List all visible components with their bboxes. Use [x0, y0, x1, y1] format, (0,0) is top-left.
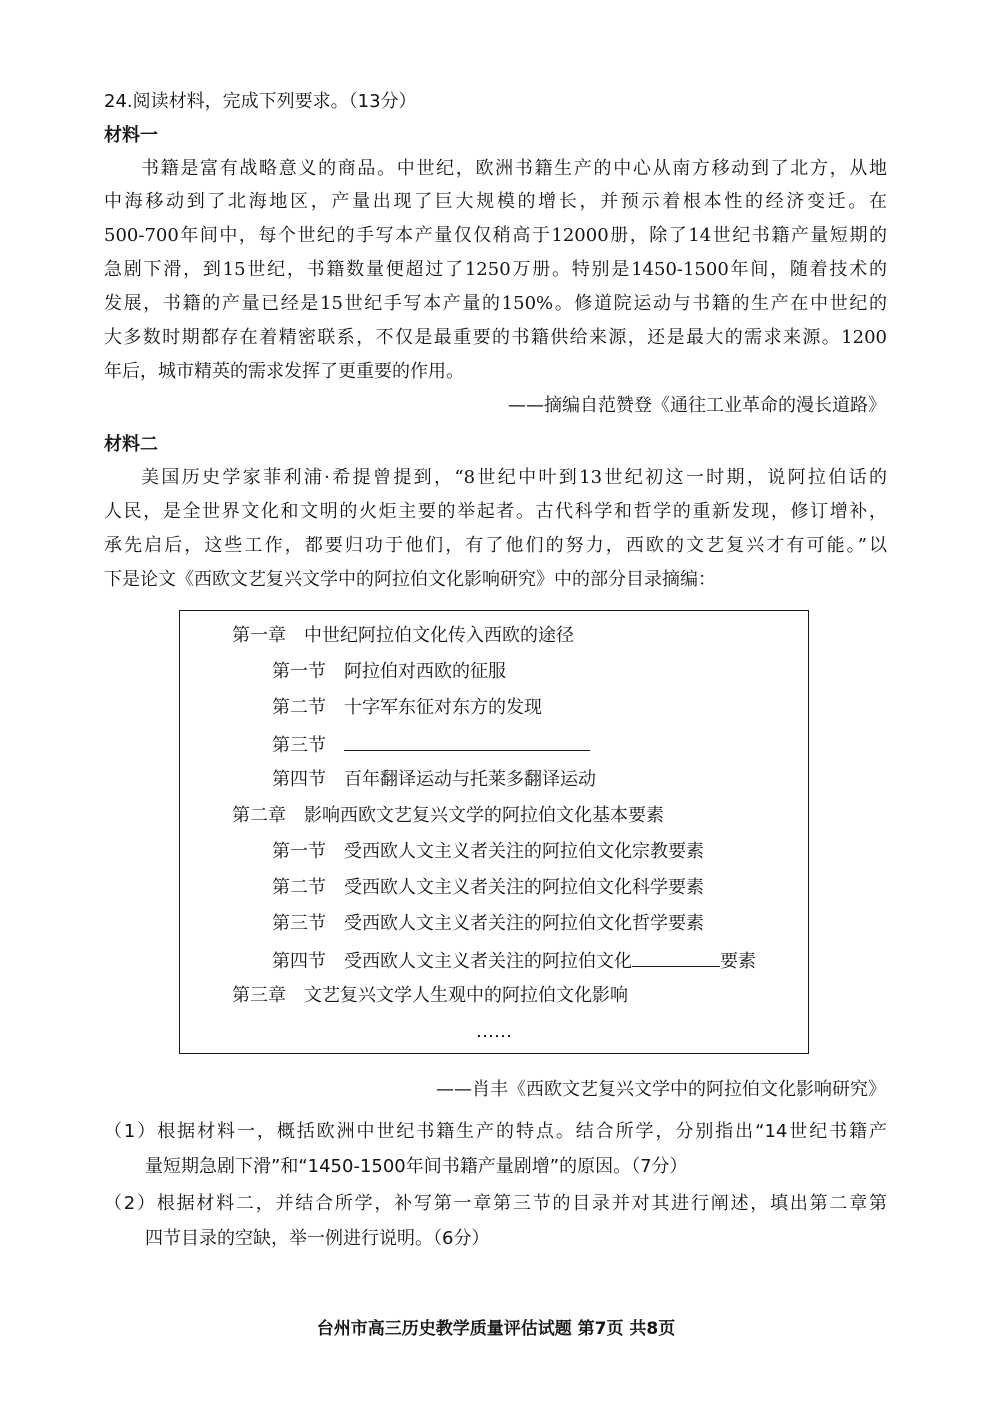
toc-section: 第四节 百年翻译运动与托莱多翻译运动 — [272, 769, 596, 790]
page-footer: 台州市高三历史教学质量评估试题 第7页 共8页 — [316, 1319, 676, 1339]
toc-section-label: 第四节 受西欧人文主义者关注的阿拉伯文化 — [272, 951, 632, 972]
material1-line: 大多数时期都存在着精密联系，不仅是最重要的书籍供给来源，还是最大的需求来源。1200 — [104, 327, 887, 348]
toc-ellipsis: …… — [476, 1021, 512, 1042]
toc-section: 第二节 十字军东征对东方的发现 — [272, 697, 542, 718]
material1-line: 500-700年间中，每个世纪的手写本产量仅仅稍高于12000册，除了14世纪书籍产量短期的 — [104, 225, 887, 246]
task-1: （1）根据材料一，概括欧洲中世纪书籍生产的特点。结合所学，分别指出“14世纪书籍产 — [104, 1121, 887, 1142]
material1-line: 年后，城市精英的需求发挥了更重要的作用。 — [104, 361, 464, 382]
task-2: （2）根据材料二，并结合所学，补写第一章第三节的目录并对其进行阐述，填出第二章第 — [104, 1193, 887, 1214]
toc-section: 第二节 受西欧人文主义者关注的阿拉伯文化科学要素 — [272, 877, 704, 898]
toc-chapter-1: 第一章 中世纪阿拉伯文化传入西欧的途径 — [232, 625, 574, 646]
material2-line: 美国历史学家菲利浦·希提曾提到，“8世纪中叶到13世纪初这一时期，说阿拉伯话的 — [141, 467, 887, 488]
toc-section-blank — [272, 948, 756, 974]
material2-line: 人民，是全世界文化和文明的火炬主要的举起者。古代科学和哲学的重新发现，修订增补， — [104, 501, 887, 522]
material2-line: 承先启后，这些工作，都要归功于他们，有了他们的努力，西欧的文艺复兴才有可能。”以 — [104, 535, 887, 556]
task-1-cont: 量短期急剧下滑”和“1450-1500年间书籍产量剧增”的原因。（7分） — [145, 1156, 688, 1177]
toc-section-suffix: 要素 — [720, 951, 756, 972]
task-2-cont: 四节目录的空缺，举一例进行说明。（6分） — [145, 1228, 490, 1249]
material1-line: 急剧下滑，到15世纪，书籍数量便超过了1250万册。特别是1450-1500年间，随着技术的 — [104, 259, 887, 280]
material1-source: ——摘编自范赞登《通往工业革命的漫长道路》 — [508, 395, 886, 416]
material1-line: 发展，书籍的产量已经是15世纪手写本产量的150%。修道院运动与书籍的生产在中世纪的 — [104, 293, 887, 314]
material1-line: 书籍是富有战略意义的商品。中世纪，欧洲书籍生产的中心从南方移动到了北方，从地 — [141, 158, 887, 179]
material2-line: 下是论文《西欧文艺复兴文学中的阿拉伯文化影响研究》中的部分目录摘编： — [104, 569, 716, 590]
toc-section: 第一节 受西欧人文主义者关注的阿拉伯文化宗教要素 — [272, 841, 704, 862]
toc-section: 第一节 阿拉伯对西欧的征服 — [272, 661, 506, 682]
toc-section-blank — [272, 732, 590, 758]
toc-section-label: 第三节 — [272, 735, 326, 756]
toc-chapter-2: 第二章 影响西欧文艺复兴文学的阿拉伯文化基本要素 — [232, 805, 664, 826]
question-header: 24.阅读材料，完成下列要求。（13分） — [104, 91, 417, 112]
toc-section: 第三节 受西欧人文主义者关注的阿拉伯文化哲学要素 — [272, 913, 704, 934]
fill-in-blank — [632, 948, 720, 967]
fill-in-blank — [344, 732, 590, 751]
material1-title: 材料一 — [104, 125, 158, 146]
toc-chapter-3: 第三章 文艺复兴文学人生观中的阿拉伯文化影响 — [232, 985, 628, 1006]
material1-line: 中海移动到了北海地区，产量出现了巨大规模的增长，并预示着根本性的经济变迁。在 — [104, 191, 887, 212]
material2-source: ——肖丰《西欧文艺复兴文学中的阿拉伯文化影响研究》 — [436, 1079, 886, 1100]
material2-title: 材料二 — [104, 434, 158, 455]
